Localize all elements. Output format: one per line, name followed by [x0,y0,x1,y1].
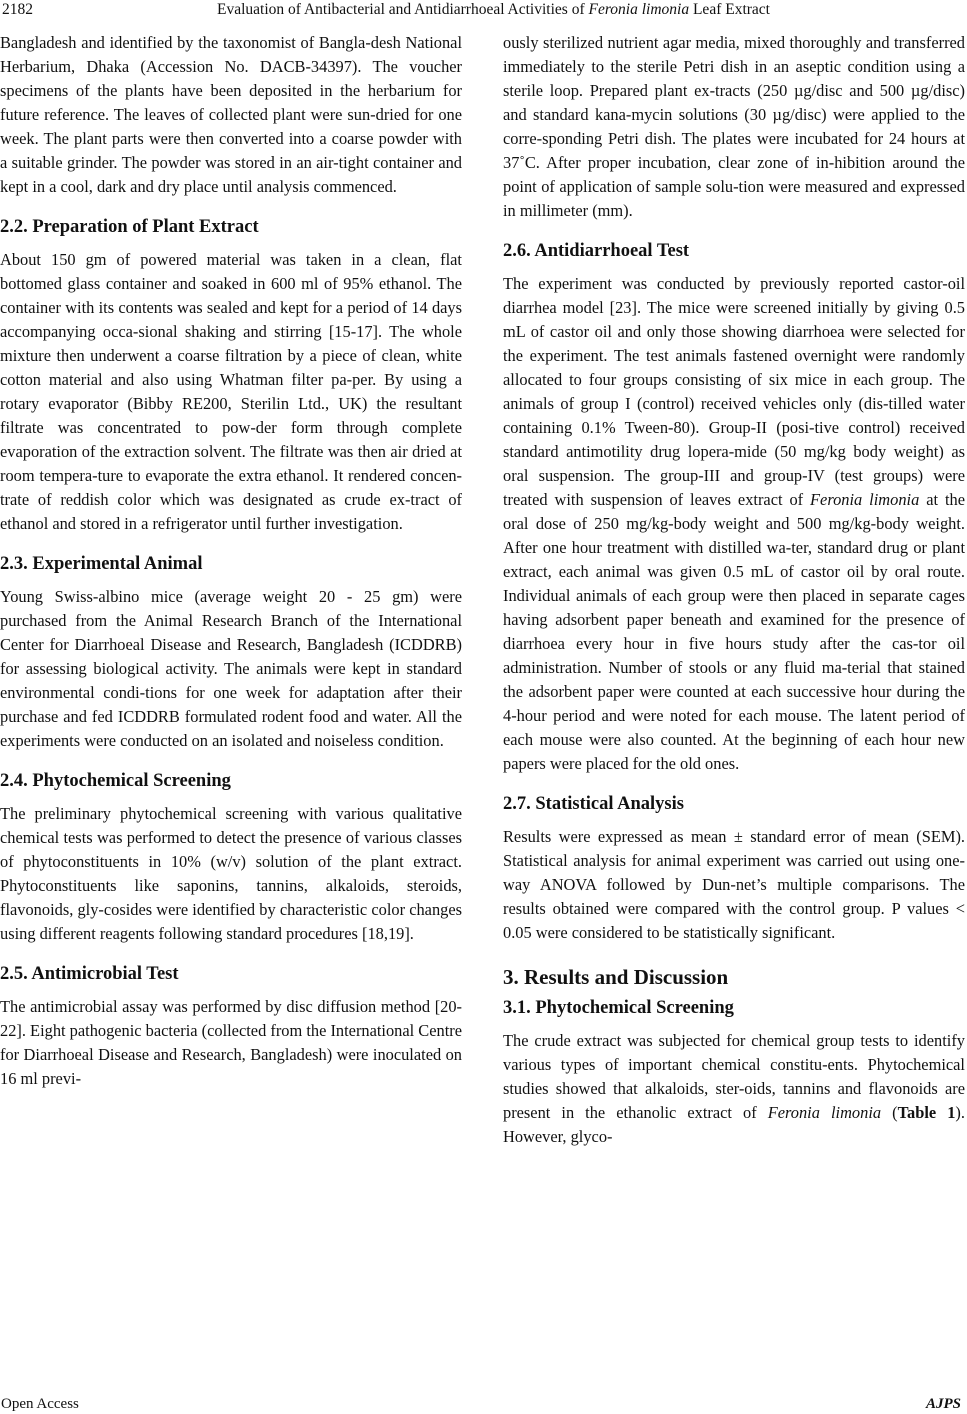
section-heading-2-2: 2.2. Preparation of Plant Extract [0,217,259,237]
body-text: ). However, glyco- [503,1103,965,1146]
species-name: Feronia limonia [810,490,920,509]
page-footer [0,1394,967,1414]
table-reference-link[interactable]: Table 1 [897,1103,956,1122]
section-body-2-2: About 150 gm of powered material was taken in a clean, flat bottomed glass container and soaked in 600 ml of 95% ethanol. The container with its contents was sealed and kept for a period of 14 days accompanying occa-sional shaking and stirring [15-17]. The whole mixture then underwent a coarse filtration by a piece of clean, white cotton material and also using Whatman filter pa-per. By using a rotary evaporator (Bibby RE200, Sterilin Ltd., UK) the resultant filtrate was concentrated to pow-der form through complete evaporation of the extraction solvent. The filtrate was then air dried at room tempera-ture to evaporate the extra ethanol. It rendered concen-trate of reddish color which was designated as crude ex-tract of ethanol and stored in a refrigerator until further investigation. [0,250,462,533]
running-title-text: Evaluation of Antibacterial and Antidiarrhoeal Activities of [217,1,589,18]
page-header [0,0,967,22]
section-heading-2-7: 2.7. Statistical Analysis [503,794,684,814]
running-title [0,0,967,20]
section-body-2-7: Results were expressed as mean ± standard error of mean (SEM). Statistical analysis for animal experiment was carried out using one-way ANOVA followed by Dun-net’s multiple comparisons. The results obtained were compared with the control group. P values < 0.05 were considered to be statistically significant. [503,827,965,942]
section-heading-3-1: 3.1. Phytochemical Screening [503,998,734,1018]
section-body-2-6 [503,272,965,776]
body-text: The experiment was conducted by previously reported castor-oil diarrhea model [23]. The mice were screened initially by giving 0.5 mL of castor oil and only those showing diarrhoea were selected for the experiment. The test animals fastened overnight were randomly allocated to four groups consisting of six mice in each group. The animals of group I (control) received vehicles only (dis-tilled water containing 0.1% Tween-80). Group-II (posi-tive control) received standard antimotility drug lopera-mide (50 mg/kg body weight) as oral suspension. The group-III and group-IV (test groups) were treated with suspension of leaves extract of [503,274,965,509]
body-text: ( [881,1103,898,1122]
running-title-species: Feronia limonia [588,1,690,18]
section-heading-2-5: 2.5. Antimicrobial Test [0,964,179,984]
section-heading-3: 3. Results and Discussion [503,965,729,989]
continued-paragraph: Bangladesh and identified by the taxonomist of Bangla-desh National Herbarium, Dhaka (Accession No. DACB-34397). The voucher specimens of the plants have been deposited in the herbarium for future reference. The leaves of collected plant were sun-dried for one week. The plant parts were then converted into a coarse powder with a suitable grinder. The powder was stored in an air-tight container and kept in a cool, dark and dry place until analysis commenced. [0,33,462,196]
left-column [0,31,462,1091]
running-title-suffix: Leaf Extract [689,1,770,18]
section-body-2-5: The antimicrobial assay was performed by disc diffusion method [20-22]. Eight pathogenic bacteria (collected from the International Centre for Diarrhoeal Disease and Research, Bangladesh) were inoculated on 16 ml previ- [0,997,462,1088]
section-body-3-1 [503,1029,965,1149]
species-name: Feronia limonia [767,1103,882,1122]
right-column [503,31,965,1149]
continued-paragraph: ously sterilized nutrient agar media, mixed thoroughly and transferred immediately to the sterile Petri dish in an aseptic condition using a sterile loop. Prepared plant ex-tracts (250 µg/disc and 500 µg/disc) and standard kana-mycin solutions (30 µg/disc) were applied to the corre-sponding Petri dish. The plates were incubated for 24 hours at 37˚C. After proper incubation, clear zone of in-hibition around the point of application of sample solu-tion were measured and expressed in millimeter (mm). [503,33,965,220]
section-body-2-3: Young Swiss-albino mice (average weight 20 - 25 gm) were purchased from the Animal Research Branch of the International Center for Diarrhoeal Disease and Research, Bangladesh (ICDDRB) for assessing biological activity. The animals were kept in standard environmental condi-tions for one week for adaptation after their purchase and fed ICDDRB formulated rodent food and water. All the experiments were conducted on an isolated and noiseless condition. [0,587,462,750]
body-text: The crude extract was subjected for chemical group tests to identify various types of important chemical constitu-ents. Phytochemical studies showed that alkaloids, ster-oids, tannins and flavonoids are present in the ethanolic extract of [503,1031,965,1122]
section-body-2-4: The preliminary phytochemical screening with various qualitative chemical tests was performed to detect the presence of various classes of phytoconstituents in 10% (w/v) solution of the plant extract. Phytoconstituents like saponins, tannins, alkaloids, steroids, flavonoids, gly-cosides were identified by characteristic color changes using different reagents following standard procedures [18,19]. [0,804,462,943]
open-access-label: Open Access [1,1396,79,1412]
section-heading-2-4: 2.4. Phytochemical Screening [0,771,231,791]
body-text: at the oral dose of 250 mg/kg-body weight and 500 mg/kg-body weight. After one hour treatment with distilled wa-ter, standard drug or plant extract, each animal was given 0.5 mL of castor oil by oral route. Individual animals of each group were then placed in separate cages having adsorbent paper beneath and examined for the presence of diarrhoea every hour in five hours study after the cas-tor oil administration. Number of stools or any fluid ma-terial that stained the adsorbent paper were counted at each successive hour during the 4-hour period and were noted for each mouse. The latent period of each mouse were also counted. At the beginning of each hour new papers were placed for the old ones. [503,490,965,773]
section-heading-2-6: 2.6. Antidiarrhoeal Test [503,241,690,261]
journal-abbreviation: AJPS [925,1396,961,1412]
page-number: 2182 [2,1,33,18]
section-heading-2-3: 2.3. Experimental Animal [0,554,203,574]
